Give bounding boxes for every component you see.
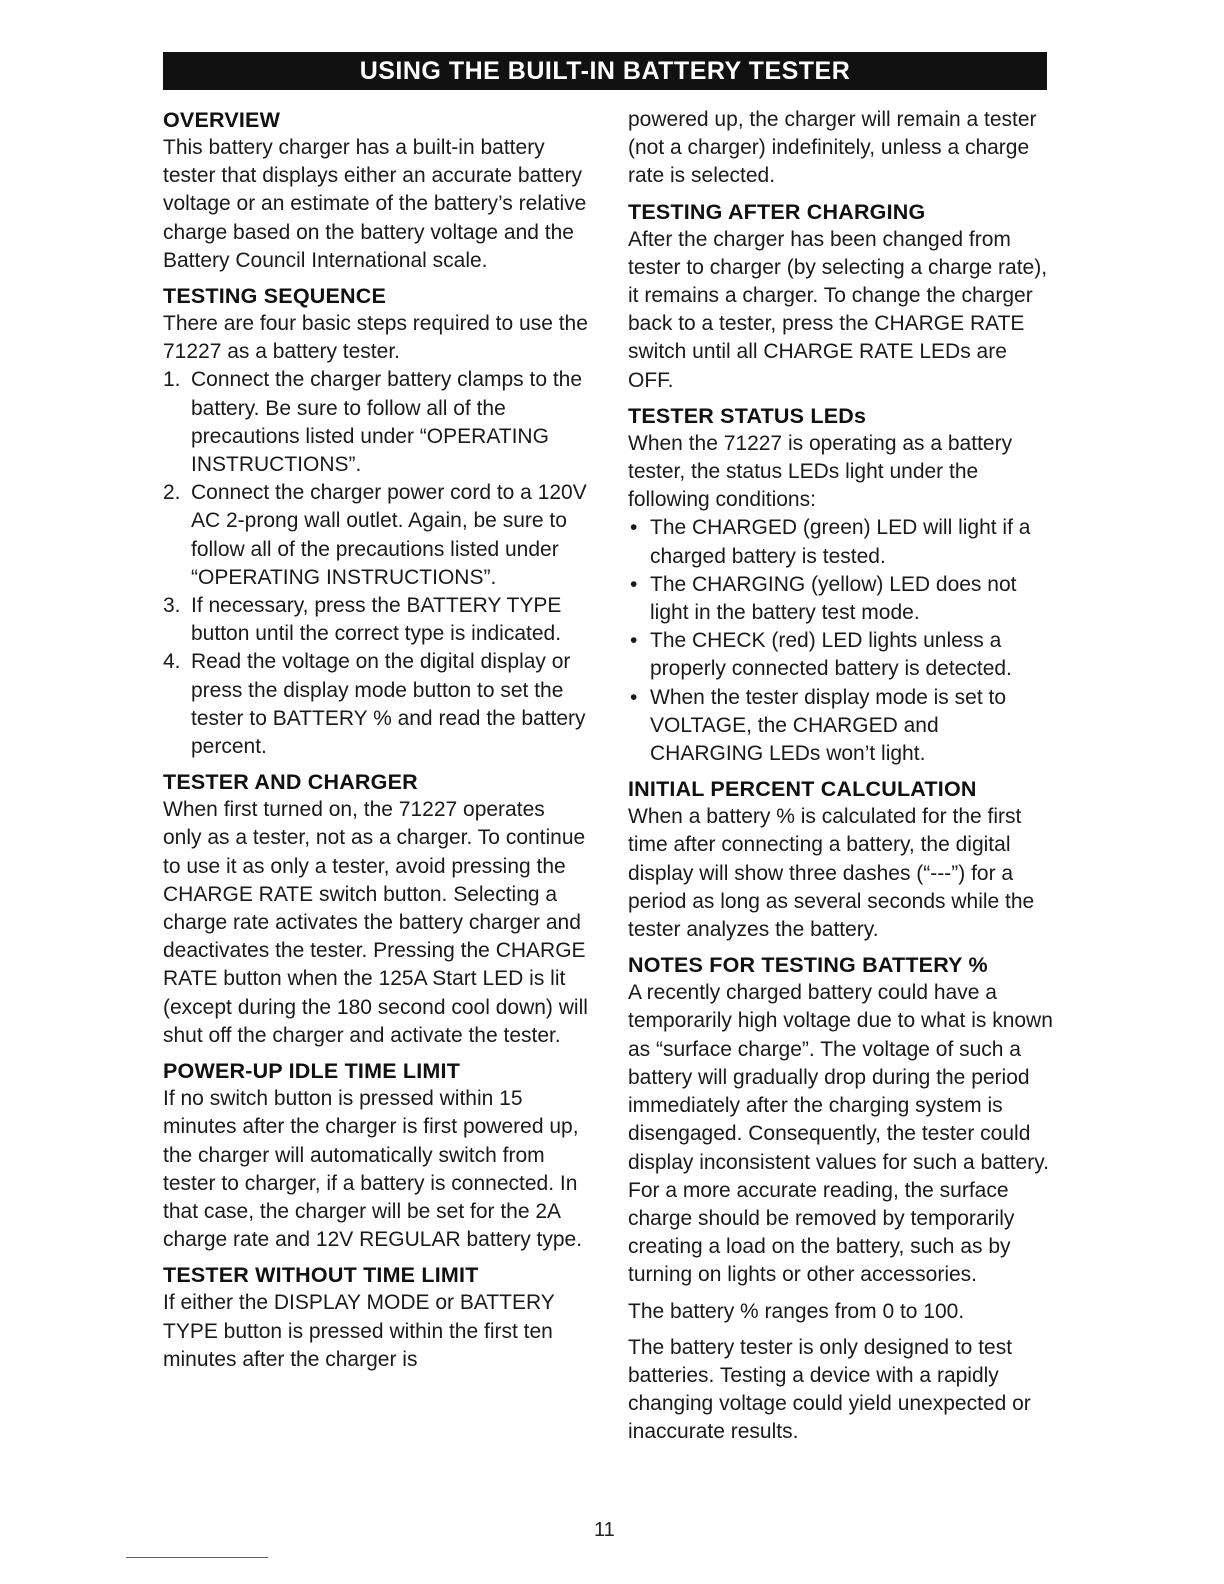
notes-paragraph-1: A recently charged battery could have a temporarily high voltage due to what is known as “surface charge”. The voltage of such a battery will gradually drop during the period immediately after the charging system is disengaged. Consequently, the tester could display inconsistent values for such a battery. For a more accurate reading, the surface charge should be removed by temporarily creating a load on the battery, such as by turning on lights or other accessories. — [628, 981, 1053, 1287]
tester-status-leds-heading: TESTER STATUS LEDs — [628, 403, 867, 428]
tester-and-charger-heading: TESTER AND CHARGER — [163, 770, 418, 795]
testing-sequence-heading: TESTING SEQUENCE — [163, 284, 387, 309]
step-text: If necessary, press the BATTERY TYPE button until the correct type is indicated. — [191, 594, 562, 646]
step-number: 4. — [163, 650, 181, 674]
section-power-up-idle — [163, 1057, 588, 1254]
notes-paragraph-2: The battery % ranges from 0 to 100. — [628, 1299, 965, 1323]
testing-after-charging-heading: TESTING AFTER CHARGING — [628, 199, 926, 224]
step-number: 3. — [163, 594, 181, 618]
bullet-icon: • — [630, 629, 638, 653]
bullet-icon: • — [630, 572, 638, 596]
page-number: 11 — [594, 1519, 615, 1541]
list-item — [628, 514, 1054, 570]
tester-status-leds-intro: When the 71227 is operating as a battery tester, the status LEDs light under the following conditions: — [628, 431, 1013, 512]
overview-text: This battery charger has a built-in battery tester that displays either an accurate battery voltage or an estimate of the battery’s relative charge based on the battery voltage and the Battery Council International scale. — [163, 136, 587, 272]
list-item — [163, 479, 588, 592]
list-item — [628, 571, 1054, 627]
tester-without-limit-heading: TESTER WITHOUT TIME LIMIT — [163, 1263, 479, 1288]
bullet-text: The CHARGED (green) LED will light if a charged battery is tested. — [650, 516, 1031, 568]
step-text: Connect the charger battery clamps to the battery. Be sure to follow all of the precautions listed under “OPERATING INSTRUCTIONS”. — [191, 368, 583, 477]
initial-percent-heading: INITIAL PERCENT CALCULATION — [628, 777, 977, 802]
list-item — [163, 366, 588, 479]
section-tester-without-limit — [163, 1261, 588, 1374]
section-tester-status-leds — [628, 402, 1054, 768]
step-text: Read the voltage on the digital display or press the display mode button to set the tester to BATTERY % and read the battery percent. — [191, 650, 586, 759]
footer-rule — [126, 1557, 268, 1558]
tester-without-limit-text: If either the DISPLAY MODE or BATTERY TYPE button is pressed within the first ten minutes after the charger is — [163, 1291, 555, 1371]
power-up-idle-heading: POWER-UP IDLE TIME LIMIT — [163, 1059, 461, 1084]
step-text: Connect the charger power cord to a 120V AC 2-prong wall outlet. Again, be sure to follow all of the precautions listed under “OPERATING INSTRUCTIONS”. — [191, 481, 587, 589]
step-number: 2. — [163, 481, 181, 505]
page-banner-title: USING THE BUILT-IN BATTERY TESTER — [163, 52, 1047, 90]
notes-heading: NOTES FOR TESTING BATTERY % — [628, 953, 988, 978]
continuation-text: powered up, the charger will remain a tester (not a charger) indefinitely, unless a charge rate is selected. — [628, 108, 1037, 188]
testing-steps-list — [163, 366, 588, 761]
bullet-text: The CHECK (red) LED lights unless a properly connected battery is detected. — [650, 629, 1012, 681]
testing-sequence-intro: There are four basic steps required to use the 71227 as a battery tester. — [163, 312, 588, 364]
initial-percent-text: When a battery % is calculated for the first time after connecting a battery, the digital display will show three dashes (“---”) for a period as long as several seconds while the tester analyzes the battery. — [628, 805, 1035, 942]
bullet-icon: • — [630, 516, 638, 540]
bullet-text: When the tester display mode is set to VOLTAGE, the CHARGED and CHARGING LEDs won’t light. — [650, 685, 1007, 766]
left-column — [163, 106, 588, 1381]
list-item — [628, 627, 1054, 683]
section-testing-after-charging — [628, 198, 1054, 395]
list-item — [628, 684, 1054, 769]
list-item — [163, 592, 588, 648]
section-overview — [163, 106, 588, 275]
notes-paragraph-3: The battery tester is only designed to test batteries. Testing a device with a rapidly changing voltage could yield unexpected or inaccurate results. — [628, 1335, 1031, 1444]
section-initial-percent — [628, 775, 1054, 944]
section-testing-sequence — [163, 282, 588, 761]
status-leds-list — [628, 514, 1054, 768]
bullet-icon: • — [630, 685, 638, 709]
bullet-text: The CHARGING (yellow) LED does not light in the battery test mode. — [650, 572, 1017, 625]
section-tester-and-charger — [163, 768, 588, 1050]
right-column — [628, 106, 1054, 1454]
overview-heading: OVERVIEW — [163, 108, 281, 132]
list-item — [163, 648, 588, 761]
section-notes — [628, 951, 1054, 1446]
step-number: 1. — [163, 368, 181, 392]
power-up-idle-text: If no switch button is pressed within 15 minutes after the charger is first powered up, the charger will automatically switch from tester to charger, if a battery is connected. In that case, the charger will be set for the 2A charge rate and 12V REGULAR battery type. — [163, 1087, 583, 1252]
tester-and-charger-text: When first turned on, the 71227 operates only as a tester, not as a charger. To continue to use it as only a tester, avoid pressing the CHARGE RATE switch button. Selecting a charge rate activates the battery charger and deactivates the tester. Pressing the CHARGE RATE button when the 125A Start LED is lit (except during the 180 second cool down) will shut off the charger and activate the tester. — [163, 798, 588, 1047]
testing-after-charging-text: After the charger has been changed from tester to charger (by selecting a charge rate), it remains a charger. To change the charger back to a tester, press the CHARGE RATE switch until all CHARGE RATE LEDs are OFF. — [628, 227, 1048, 392]
section-continuation — [628, 106, 1054, 191]
